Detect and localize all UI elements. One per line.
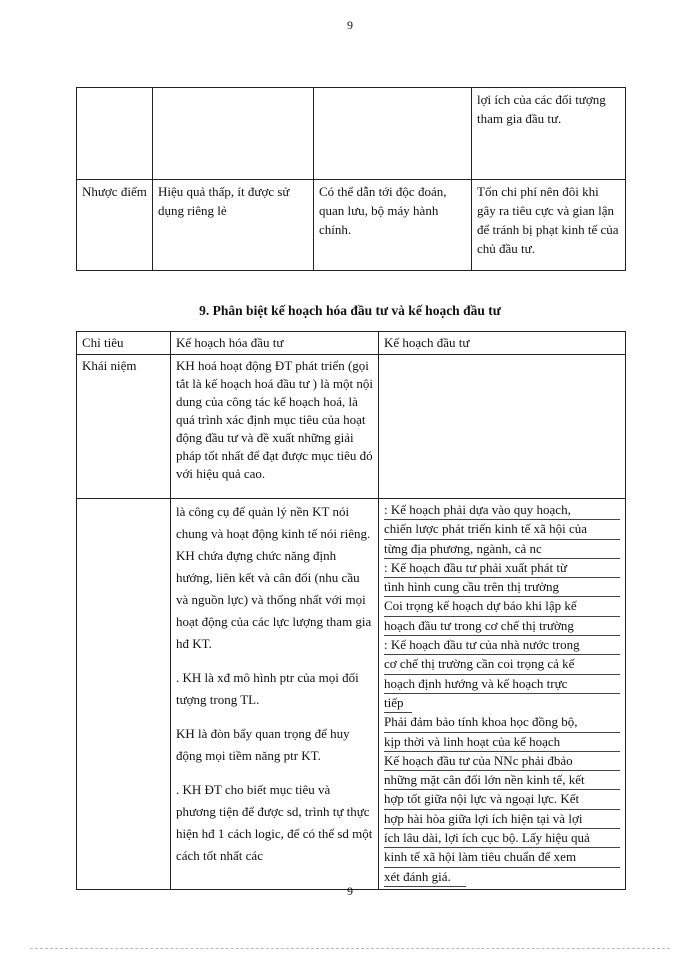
concept-text: KH hoá hoạt động ĐT phát triển (gọi tắt là kế hoạch hoá đầu tư ) là một nội dung của công tác kế hoạch hoá, là quá trình xác định mục tiêu của hoạt động đầu tư và đề xuất những giải pháp tốt nhất để đạt được mục tiêu đó với hiệu quả cao. bbox=[171, 355, 379, 499]
text-line: kinh tế xã hội làm tiêu chuẩn để xem bbox=[384, 848, 620, 867]
paragraph: KH là đòn bẩy quan trọng để huy động mọi tiềm năng ptr KT. bbox=[176, 726, 350, 763]
table-cell: Nhược điểm bbox=[77, 180, 153, 271]
table-row bbox=[77, 88, 626, 180]
header-cell-criteria: Chỉ tiêu bbox=[77, 332, 171, 355]
page-number-top: 9 bbox=[347, 18, 353, 32]
section-heading: 9. Phân biệt kế hoạch hóa đầu tư và kế hoạch đầu tư bbox=[199, 303, 501, 318]
page-break-line bbox=[30, 948, 670, 949]
table-header-row bbox=[77, 332, 626, 355]
text-line: những mặt cân đối lớn nền kinh tế, kết bbox=[384, 771, 620, 790]
header-cell-planning-investment: Kế hoạch hóa đầu tư bbox=[171, 332, 379, 355]
text-line: hoạch đầu tư trong cơ chế thị trường bbox=[384, 617, 620, 636]
text-line: Phải đảm bảo tính khoa học đồng bộ, bbox=[384, 713, 620, 732]
comparison-table-continued bbox=[76, 87, 626, 271]
text-line: tình hình cung cầu trên thị trường bbox=[384, 578, 620, 597]
table-cell bbox=[153, 88, 314, 180]
concept-label: Khái niệm bbox=[77, 355, 171, 499]
text-line: Coi trọng kế hoạch dự báo khi lập kế bbox=[384, 597, 620, 616]
text-line: : Kế hoạch đầu tư của nhà nước trong bbox=[384, 636, 620, 655]
text-line: : Kế hoạch đầu tư phải xuất phát từ bbox=[384, 559, 620, 578]
table-cell: Có thể dẫn tới độc đoán, quan lưu, bộ máy hành chính. bbox=[314, 180, 472, 271]
text-line: cơ chế thị trường cần coi trọng cả kế bbox=[384, 655, 620, 674]
table-row bbox=[77, 180, 626, 271]
table-cell: Hiệu quả thấp, ít được sử dụng riêng lẻ bbox=[153, 180, 314, 271]
distinction-table bbox=[76, 331, 626, 890]
table-cell bbox=[379, 355, 626, 499]
text-line: từng địa phương, ngành, cả nc bbox=[384, 540, 620, 559]
details-right-cell bbox=[379, 499, 626, 890]
table-row-details bbox=[77, 499, 626, 890]
text-line: xét đánh giá. bbox=[384, 868, 466, 887]
paragraph: là công cụ để quản lý nền KT nói chung và hoạt động kinh tế nói riêng. KH chứa đựng chức năng định hướng, liên kết và cân đối (nhu cầu và nguồn lực) và thống nhất với mọi hoạt động của các lực lượng tham gia hđ KT. bbox=[176, 504, 372, 651]
table-row-concept bbox=[77, 355, 626, 499]
paragraph: . KH là xđ mô hình ptr của mọi đối tượng trong TL. bbox=[176, 670, 359, 707]
header-cell-investment-plan: Kế hoạch đầu tư bbox=[379, 332, 626, 355]
text-line: hợp hài hòa giữa lợi ích hiện tại và lợi bbox=[384, 810, 620, 829]
paragraph: . KH ĐT cho biết mục tiêu và phương tiện để được sd, trình tự thực hiện hđ 1 cách logic, để có thể sd một cách tốt nhất các bbox=[176, 782, 373, 863]
text-line: Kế hoạch đầu tư của NNc phải đbảo bbox=[384, 752, 620, 771]
text-line: hoạch định hướng và kế hoạch trực bbox=[384, 675, 620, 694]
text-line: ích lâu dài, lợi ích cục bộ. Lấy hiệu quả bbox=[384, 829, 620, 848]
text-line: kịp thời và linh hoạt của kế hoạch bbox=[384, 733, 620, 752]
text-line: hợp tốt giữa nội lực và ngoại lực. Kết bbox=[384, 790, 620, 809]
table-cell: Tốn chi phí nên đôi khi gây ra tiêu cực và gian lận để tránh bị phạt kinh tế của chủ đầu tư. bbox=[472, 180, 626, 271]
table-cell bbox=[77, 88, 153, 180]
details-left-cell bbox=[171, 499, 379, 890]
text-line: chiến lược phát triển kinh tế xã hội của bbox=[384, 520, 620, 539]
table-cell bbox=[77, 499, 171, 890]
text-line: : Kế hoạch phải dựa vào quy hoạch, bbox=[384, 501, 620, 520]
table-cell bbox=[314, 88, 472, 180]
table-cell: lợi ích của các đối tượng tham gia đầu tư. bbox=[472, 88, 626, 180]
page-number-bottom: 9 bbox=[347, 884, 353, 898]
text-line: tiếp bbox=[384, 694, 412, 713]
